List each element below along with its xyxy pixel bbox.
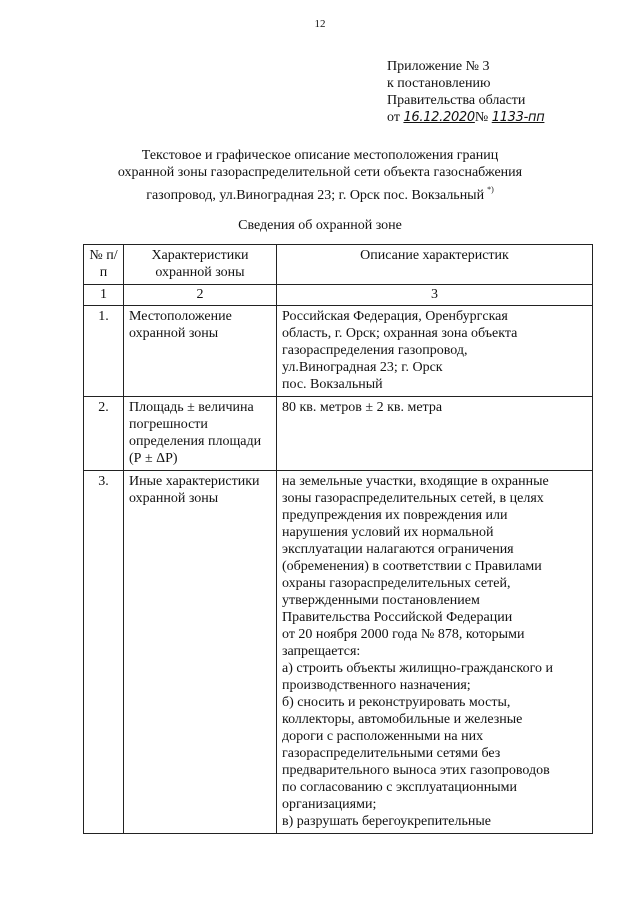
title-line-3: газопровод, ул.Виноградная 23; г. Орск пос. Вокзальный: [146, 188, 485, 203]
table-row: [84, 306, 593, 397]
row-number: 2.: [84, 397, 124, 471]
row-characteristic: Иные характеристики охранной зоны: [124, 471, 277, 834]
description-line: запрещается:: [282, 644, 361, 659]
row-description: [277, 471, 593, 834]
description-line: пос. Вокзальный: [282, 377, 383, 392]
description-line: а) строить объекты жилищно-гражданского и: [282, 661, 553, 676]
handwritten-date: 16.12.2020: [403, 110, 475, 125]
row-number: 3.: [84, 471, 124, 834]
title-line-1: Текстовое и графическое описание местоположения границ: [141, 148, 499, 163]
description-line: на земельные участки, входящие в охранные: [282, 474, 549, 489]
row-number: 1.: [84, 306, 124, 397]
description-line: коллекторы, автомобильные и железные: [282, 712, 523, 727]
handwritten-number: 1133-пп: [491, 110, 545, 125]
description-line: по согласованию с эксплуатационными: [282, 780, 517, 795]
title-line-2: охранной зоны газораспределительной сети объекта газоснабжения: [117, 165, 523, 180]
table-row: [84, 397, 593, 471]
description-line: газораспределения газопровод,: [282, 343, 468, 358]
description-line: предварительного выноса этих газопроводов: [282, 763, 550, 778]
appendix-block: [387, 58, 544, 126]
column-index-row: [84, 285, 593, 306]
description-line: ул.Виноградная 23; г. Орск: [282, 360, 443, 375]
description-line: эксплуатации налагаются ограничения: [282, 542, 514, 557]
description-line: дороги с расположенными на них: [282, 729, 484, 744]
description-line: производственного назначения;: [282, 678, 471, 693]
section-heading: Сведения об охранной зоне: [238, 218, 402, 233]
description-line: предупреждения их повреждения или: [282, 508, 508, 523]
appendix-date-line: [387, 109, 544, 126]
description-line: утвержденными постановлением: [282, 593, 480, 608]
description-line: организациями;: [282, 797, 377, 812]
zone-table: [83, 244, 593, 834]
description-line: зоны газораспределительных сетей, в целях: [282, 491, 544, 506]
table-row: [84, 471, 593, 834]
page-number: 12: [314, 18, 326, 30]
document-title: [0, 147, 640, 204]
description-line: область, г. Орск; охранная зона объекта: [282, 326, 518, 341]
appendix-line-1: Приложение № 3: [387, 59, 490, 74]
column-index-cell: 2: [124, 285, 277, 306]
row-characteristic: Площадь ± величина погрешности определения площади (Р ± ΔР): [124, 397, 277, 471]
description-line: Российская Федерация, Оренбургская: [282, 309, 508, 324]
row-description: [277, 397, 593, 471]
description-line: Правительства Российской Федерации: [282, 610, 513, 625]
description-line: газораспределительными сетями без: [282, 746, 501, 761]
appendix-line-2: к постановлению: [387, 76, 491, 91]
column-index-cell: 3: [277, 285, 593, 306]
description-line: (обременения) в соответствии с Правилами: [282, 559, 542, 574]
number-sign: №: [474, 110, 489, 125]
row-description: [277, 306, 593, 397]
title-line-3-wrap: [0, 181, 640, 204]
table-header-row: [84, 245, 593, 285]
appendix-date-prefix: от: [387, 110, 400, 125]
description-line: от 20 ноября 2000 года № 878, которыми: [282, 627, 525, 642]
footnote-mark: *): [487, 185, 494, 194]
description-line: 80 кв. метров ± 2 кв. метра: [282, 400, 443, 415]
row-characteristic: Местоположение охранной зоны: [124, 306, 277, 397]
header-num: № п/п: [84, 245, 124, 285]
description-line: в) разрушать берегоукрепительные: [282, 814, 492, 829]
column-index-cell: 1: [84, 285, 124, 306]
description-line: охраны газораспределительных сетей,: [282, 576, 511, 591]
appendix-line-3: Правительства области: [387, 93, 526, 108]
header-description: Описание характеристик: [277, 245, 593, 285]
description-line: нарушения условий их нормальной: [282, 525, 494, 540]
description-line: б) сносить и реконструировать мосты,: [282, 695, 511, 710]
header-characteristic: Характеристики охранной зоны: [124, 245, 277, 285]
